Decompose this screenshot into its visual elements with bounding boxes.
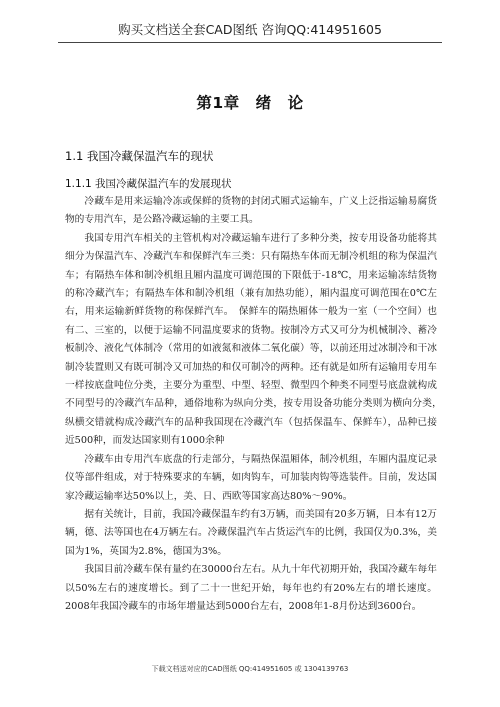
body-text	[65, 193, 447, 616]
paragraph: 据有关统计，目前，我国冷藏保温车约有3万辆，而美国有20多万辆，日本有12万辆，德、法等国也在4万辆左右。冷藏保温汽车占货运汽车的比例，我国仅为0.3%，美国为1%，英国为2.8%，德国为3%。	[65, 508, 437, 557]
paragraph: 冷藏车是用来运输冷冻或保鲜的货物的封闭式厢式运输车，广义上泛指运输易腐货物的专用汽车，是公路冷藏运输的主要工具。	[65, 196, 437, 226]
page-header: 购买文档送全套CAD图纸 咨询QQ:414951605	[118, 22, 382, 37]
subsection-heading: 1.1.1 我国冷藏保温汽车的发展现状	[65, 178, 232, 190]
page-footer: 下载文档送对应的CAD图纸 QQ:414951605 或 1304139763	[151, 665, 349, 673]
section-heading: 1.1 我国冷藏保温汽车的现状	[65, 149, 214, 163]
chapter-title: 第1章 绪 论	[196, 94, 304, 112]
paragraph: 我国目前冷藏车保有量约在30000台左右。从九十年代初期开始，我国冷藏车每年以50%左右的速度增长。到了二十一世纪开始，每年也约有20%左右的增长速度。2008年我国冷藏车的市场年增量达到5000台左右，2008年1-8月份达到3600台。	[65, 564, 437, 612]
paragraph: 冷藏车由专用汽车底盘的行走部分，与隔热保温厢体，制冷机组，车厢内温度记录仪等部件组成，对于特殊要求的车辆，如肉钩车，可加装肉钩等选装件。目前，发达国家冷藏运输率达50%以上，美、日、西欧等国家高达80%～90%。	[65, 453, 437, 502]
paragraph: 我国专用汽车相关的主管机构对冷藏运输车进行了多种分类，按专用设备功能将其细分为保温汽车、冷藏汽车和保鲜汽车三类：只有隔热车体而无制冷机组的称为保温汽车；有隔热车体和制冷机组且厢内温度可调范围的下限低于-18℃，用来运输冻结货物的称冷藏汽车；有隔热车体和制冷机组（兼有加热功能），厢内温度可调范围在0℃左右，用来运输新鲜货物的称保鲜汽车。 保鲜车的隔热厢体一般为一室（一个空间）也有二、三室的，以便于运输不同温度要求的货物。按制冷方式又可分为机械制冷、蓄冷板制冷、液化气体制冷（常用的如液氮和液体二氧化碳）等，以前还用过冰制冷和干冰制冷装置则又有既可制冷又可加热的和仅可制冷的两种。还有就是如所有运输用专用车一样按底盘吨位分类，主要分为重型、中型、轻型、微型四个种类不同型号底盘就构成不同型号的冷藏汽车品种，通俗地称为纵向分类，按专用设备功能分类则为横向分类， 纵横交错就构成冷藏汽车的品种我国现在冷藏汽车（包括保温车、保鲜车），品种已接近500种，而发达国家则有1000余种	[65, 232, 447, 447]
header-divider	[58, 42, 442, 43]
